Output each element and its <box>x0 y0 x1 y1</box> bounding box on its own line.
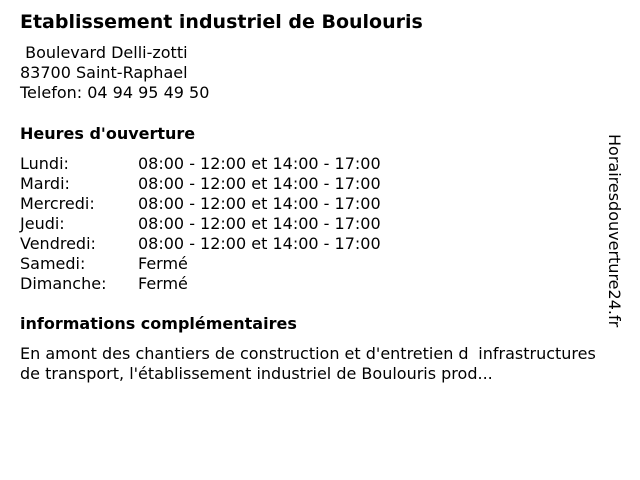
city-postal: 83700 Saint-Raphael <box>20 63 188 82</box>
hours-value: Fermé <box>138 254 188 273</box>
hours-value: 08:00 - 12:00 et 14:00 - 17:00 <box>138 154 381 173</box>
hours-row-saturday <box>20 254 440 274</box>
day-label: Mercredi: <box>20 194 95 213</box>
day-label: Lundi: <box>20 154 69 173</box>
hours-row-tuesday <box>20 174 440 194</box>
page-title: Etablissement industriel de Boulouris <box>20 11 423 33</box>
day-label: Vendredi: <box>20 234 96 253</box>
hours-value: Fermé <box>138 274 188 293</box>
additional-info-heading: informations complémentaires <box>20 314 297 333</box>
opening-hours-table <box>20 154 440 294</box>
day-label: Mardi: <box>20 174 70 193</box>
hours-row-thursday <box>20 214 440 234</box>
hours-row-friday <box>20 234 440 254</box>
hours-row-wednesday <box>20 194 440 214</box>
hours-value: 08:00 - 12:00 et 14:00 - 17:00 <box>138 174 381 193</box>
hours-value: 08:00 - 12:00 et 14:00 - 17:00 <box>138 214 381 233</box>
additional-info-text: En amont des chantiers de construction et d'entretien dinfrastructures de transport, l'établissement industriel de Boulouris prod... <box>20 344 596 383</box>
hours-value: 08:00 - 12:00 et 14:00 - 17:00 <box>138 194 381 213</box>
site-watermark: Horairesdouverture24.fr <box>605 134 624 328</box>
day-label: Jeudi: <box>20 214 65 233</box>
hours-row-monday <box>20 154 440 174</box>
day-label: Dimanche: <box>20 274 107 293</box>
day-label: Samedi: <box>20 254 86 273</box>
phone-number: Telefon: 04 94 95 49 50 <box>20 83 210 102</box>
opening-hours-heading: Heures d'ouverture <box>20 124 196 143</box>
hours-value: 08:00 - 12:00 et 14:00 - 17:00 <box>138 234 381 253</box>
address-block <box>20 43 209 103</box>
street-address: Boulevard Delli-zotti <box>20 43 188 62</box>
hours-row-sunday <box>20 274 440 294</box>
